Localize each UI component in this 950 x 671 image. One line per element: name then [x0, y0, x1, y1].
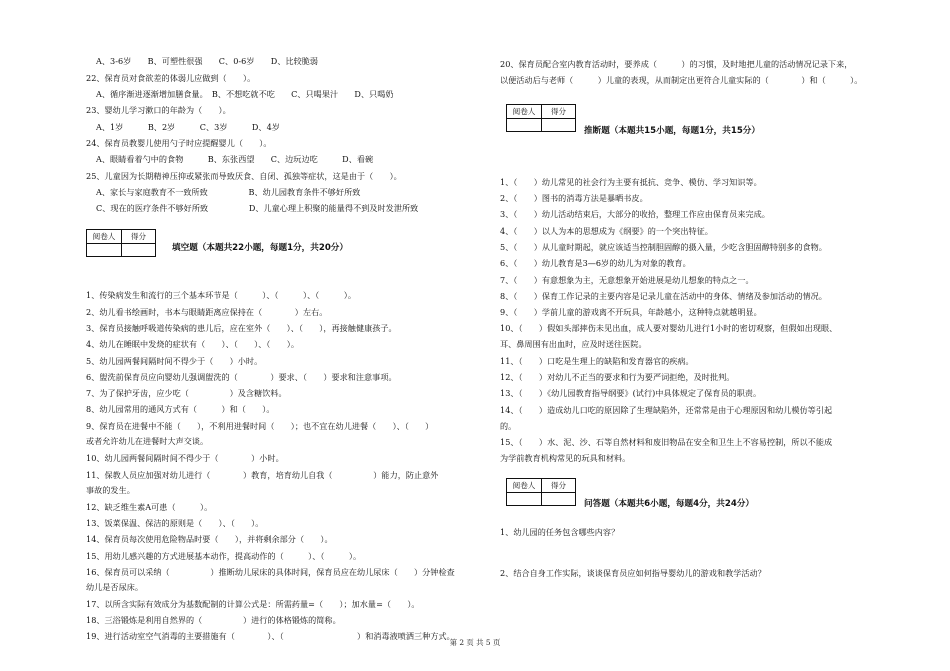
score-label: 得分 [122, 230, 155, 244]
question-line: 23、婴幼儿学习漱口的年龄为（ ）。 [86, 105, 231, 115]
question-line: 18、三浴锻炼是利用自然界的（ ）进行的体格锻炼的简称。 [86, 615, 341, 625]
question-line: 3、保育员接触呼吸道传染病的患儿后，应在室外（ ）、（ ），再接触健康孩子。 [86, 323, 397, 333]
question-line: 1、（ ）幼儿常见的社会行为主要有抵抗、竞争、模仿、学习知识等。 [500, 177, 762, 187]
question-line-continued: 为学前教育机构常见的玩具和材料。 [500, 453, 631, 463]
question-line: 6、（ ）幼儿教育是3—6岁的幼儿为对象的教育。 [500, 258, 691, 268]
option-line: A、家长与家庭教育不一致所致 B、幼儿园教育条件不够好所致 [96, 187, 361, 197]
page-footer: 第 2 页 共 5 页 [449, 638, 501, 647]
question-line: 17、以所含实际有效成分为基数配制的计算公式是：所需药量=（ ）；加水量=（ ）。 [86, 599, 420, 609]
question-line: 5、（ ）从儿童时期起，就应该适当控制胆固醇的摄入量，少吃含胆固醇特别多的食物。 [500, 242, 827, 252]
question-line: 8、（ ）保育工作记录的主要内容是记录儿童在活动中的身体、情绪及参加活动的情况。 [500, 291, 827, 301]
question-line: 16、保育员可以采纳（ ）推断幼儿尿床的具体时间，保育员应在幼儿尿床（ ）分钟检查 [86, 567, 455, 577]
question-line: 11、（ ）口吃是生理上的缺陷和发育器官的疾病。 [500, 356, 694, 366]
question-line: 1、传染病发生和流行的三个基本环节是（ ）、（ ）、（ ）。 [86, 290, 356, 300]
question-line-continued: 或者允许幼儿在进餐时大声交谈。 [86, 436, 209, 446]
grader-label: 阅卷人 [507, 105, 542, 119]
grader-label: 阅卷人 [507, 479, 542, 493]
question-line-continued: 耳、鼻周围有出血时，应及时送往医院。 [500, 339, 647, 349]
question-line: 20、保育员配合室内教育活动时，要养成（ ）的习惯，及时地把儿童的活动情况记录下来， [500, 59, 853, 69]
score-box [506, 104, 576, 132]
question-line: 9、（ ）学前儿童的游戏离不开玩具，年龄越小，这种特点就越明显。 [500, 307, 762, 317]
question-line: 2、幼儿看书绘画时，书本与眼睛距离应保持在（ ）左右。 [86, 307, 328, 317]
question-line: 15、用幼儿感兴趣的方式进展基本动作，提高动作的（ ）、（ ）。 [86, 551, 362, 561]
question-line: 7、（ ）有意想象为主，无意想象开始进展是幼儿想象的特点之一。 [500, 275, 754, 285]
option-line: C、现在的医疗条件不够好所致 D、儿童心理上积聚的能量得不到及时发泄所致 [96, 203, 419, 213]
question-line: 6、盥洗前保育员应向婴幼儿强调盥洗的（ ）要求、（ ）要求和注意事项。 [86, 372, 397, 382]
question-line: 4、幼儿在睡眠中发烧的症状有（ ）、（ ）、（ ）。 [86, 339, 299, 349]
question-line: 3、（ ）幼儿活动结束后，大部分的收拾，整理工作应由保育员来完成。 [500, 209, 770, 219]
question-line: 13、饭菜保温、保洁的原则是（ ）、（ ）。 [86, 518, 264, 528]
question-line: 14、（ ）造成幼儿口吃的原因除了生理缺陷外，还常常是由于心理原因和幼儿模仿等引起 [500, 405, 833, 415]
question-line: 9、保育员在进餐中不能（ ），不利用进餐时间（ ）；也不宜在幼儿进餐（ ）、（ ） [86, 421, 434, 431]
question-line: 8、幼儿园常用的通风方式有（ ）和（ ）。 [86, 404, 275, 414]
section-title-fill: 填空题（本题共22小题，每题1分，共20分） [172, 243, 348, 253]
question-line: 12、缺乏维生素A可患（ ）。 [86, 502, 213, 512]
question-line-continued: 的。 [500, 421, 517, 431]
question-line: 10、幼儿园两餐间隔时间不得少于（ ）小时。 [86, 453, 284, 463]
score-label: 得分 [542, 105, 575, 119]
question-line-continued: 事故的发生。 [86, 485, 135, 495]
score-label: 得分 [542, 479, 575, 493]
question-line: 25、儿童因为长期精神压抑或紧张而导致厌食、自闭、孤独等症状，这是由于（ ）。 [86, 171, 402, 181]
score-box [86, 229, 156, 257]
question-line-continued: 以便活动后与老师（ ）儿童的表现，从而制定出更符合儿童实际的（ ）和（ ）。 [500, 75, 863, 85]
question-line: 12、（ ）对幼儿不正当的要求和行为要严词拒绝，及时批判。 [500, 372, 735, 382]
score-box [506, 478, 576, 506]
question-line: 2、（ ）图书的消毒方法是暴晒书皮。 [500, 193, 648, 203]
question-line: 15、（ ）水、泥、沙、石等自然材料和废旧物品在安全和卫生上不容易控制，所以不能成 [500, 437, 833, 447]
question-line: 10、（ ）假如头部摔伤未见出血，成人要对婴幼儿进行1小时的密切观察，但假如出现眼、 [500, 323, 838, 333]
grader-cell [87, 244, 122, 256]
question-line: 4、（ ）以人为本的思想成为《纲要》的一个突出特征。 [500, 226, 713, 236]
grader-cell [507, 493, 542, 505]
question-line: 5、幼儿园两餐间隔时间不得少于（ ）小时。 [86, 356, 263, 366]
question-line: 1、幼儿园的任务包含哪些内容？ [500, 527, 620, 537]
option-line: A、1岁 B、2岁 C、3岁 D、4岁 [96, 122, 280, 132]
question-line: 7、为了保护牙齿，应少吃（ ）及含糖饮料。 [86, 388, 287, 398]
question-line: 2、结合自身工作实际，谈谈保育员应如何指导婴幼儿的游戏和教学活动？ [500, 568, 766, 578]
option-line: A、循序渐进逐渐增加膳食量。 B、不想吃就不吃 C、只喝果汁 D、只喝奶 [96, 89, 394, 99]
grader-label: 阅卷人 [87, 230, 122, 244]
grader-cell [507, 119, 542, 131]
question-line: 14、保育员每次使用危险物品时要（ ），并将剩余部分（ ）。 [86, 534, 333, 544]
option-line: A、3-6岁 B、可塑性很强 C、0-6岁 D、比较脆弱 [96, 56, 319, 66]
question-line: 22、保育员对食欲差的体弱儿应做到（ ）。 [86, 73, 256, 83]
question-line: 13、（ ）《幼儿园教育指导纲要》(试行)中具体规定了保育员的职责。 [500, 388, 762, 398]
option-line: A、眼睛看着勺中的食物 B、东张西望 C、边玩边吃 D、看碗 [96, 154, 374, 164]
question-line: 19、进行活动室空气消毒的主要措施有（ ）、（ ）和消毒液喷洒三种方式。 [86, 631, 455, 641]
question-line-continued: 幼儿是否尿床。 [86, 582, 144, 592]
question-line: 11、保教人员应加强对幼儿进行（ ）教育，培育幼儿自我（ ）能力，防止意外 [86, 470, 439, 480]
section-title-judge: 推断题（本题共15小题，每题1分，共15分） [584, 126, 760, 136]
question-line: 24、保育员教婴儿使用勺子时应提醒婴儿（ ）。 [86, 138, 272, 148]
section-title-qa: 问答题（本题共6小题，每题4分，共24分） [584, 499, 755, 509]
